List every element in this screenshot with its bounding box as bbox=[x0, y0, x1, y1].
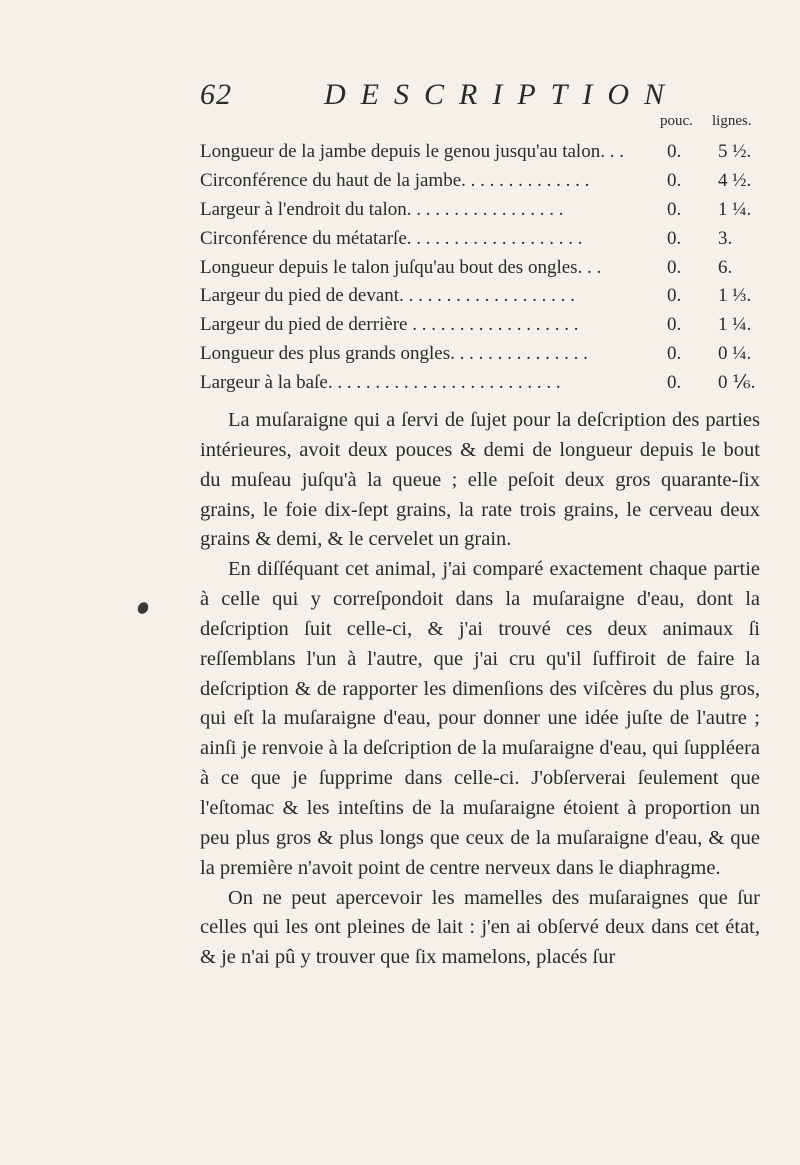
measurement-row bbox=[200, 254, 780, 283]
measurement-row bbox=[200, 282, 780, 311]
measurement-pouces: 0. bbox=[667, 198, 682, 220]
paragraph: La muſaraigne qui a ſervi de ſujet pour la deſcription des parties intérieures, avoit deux pouces & demi de longueur depuis le bout du muſeau juſqu'à la queue ; elle peſoit deux gros quarante-ſix grains, le foie dix-ſept grains, la rate trois grains, le cerveau deux grains & demi, & le cervelet un grain. bbox=[200, 409, 760, 551]
measurement-lignes: 5 ½. bbox=[718, 141, 752, 162]
measurement-label: Circonférence du haut de la jambe. . . . . . . . . . . . . . bbox=[200, 169, 590, 191]
measurement-pouces: 0. bbox=[667, 227, 682, 249]
measurement-table bbox=[200, 138, 780, 398]
measurement-lignes: 1 ¼. bbox=[718, 314, 752, 336]
column-head-lignes: lignes. bbox=[712, 113, 752, 129]
measurement-lignes: 1 ⅓. bbox=[718, 285, 752, 307]
measurement-row bbox=[200, 340, 780, 369]
measurement-row bbox=[200, 167, 780, 196]
body-text bbox=[200, 406, 760, 973]
measurement-pouces: 0. bbox=[667, 141, 682, 162]
page-number: 62 bbox=[200, 78, 232, 111]
measurement-label: Largeur à la baſe. . . . . . . . . . . . . . . . . . . . . . . . . bbox=[200, 372, 561, 394]
measurement-lignes: 0 ¼. bbox=[718, 343, 752, 365]
measurement-row bbox=[200, 369, 780, 398]
measurement-label: Circonférence du métatarſe. . . . . . . . . . . . . . . . . . . bbox=[200, 227, 583, 249]
measurement-label: Longueur depuis le talon juſqu'au bout des ongles. . . bbox=[200, 256, 602, 278]
measurement-row bbox=[200, 225, 780, 254]
measurement-lignes: 0 ⅙. bbox=[718, 372, 756, 394]
measurement-label: Longueur de la jambe depuis le genou jusqu'au talon. . . bbox=[200, 141, 624, 162]
measurement-row bbox=[200, 196, 780, 225]
measurement-pouces: 0. bbox=[667, 343, 682, 365]
measurement-lignes: 4 ½. bbox=[718, 169, 752, 191]
running-title: DESCRIPTION bbox=[324, 78, 679, 111]
column-head-pouces: pouc. bbox=[660, 113, 693, 129]
paragraph: On ne peut apercevoir les mamelles des muſaraignes que ſur celles qui les ont pleines de lait : j'en ai obſervé deux dans cet état, & je n'ai pû y trouver que ſix mamelons, placés ſur bbox=[200, 886, 760, 969]
measurement-column-heads bbox=[660, 113, 780, 135]
measurement-label: Largeur du pied de derrière . . . . . . . . . . . . . . . . . . bbox=[200, 314, 579, 336]
measurement-label: Longueur des plus grands ongles. . . . . . . . . . . . . . . bbox=[200, 343, 588, 365]
measurement-row bbox=[200, 311, 780, 340]
measurement-row bbox=[200, 138, 780, 167]
paragraph: En diſſéquant cet animal, j'ai comparé exactement chaque partie à celle qui y correſpondoit dans la muſaraigne d'eau, dont la deſcription ſuit celle-ci, & j'ai trouvé ces deux animaux ſi reſſemblans l'un à l'autre, que j'ai cru qu'il ſuffiroit de faire la deſcription & de rapporter les dimenſions des viſcères du plus gros, qui eſt la muſaraigne d'eau, pour donner une idée juſte de l'autre ; ainſi je renvoie à la deſcription de la muſaraigne d'eau, qui ſuppléera à ce que je ſupprime dans celle-ci. J'obſerverai ſeulement que l'eſtomac & les inteſtins de la muſaraigne étoient à proportion un peu plus gros & plus longs que ceux de la muſaraigne d'eau, & que la première n'avoit point de centre nerveux dans le diaphragme. bbox=[200, 558, 760, 879]
measurement-pouces: 0. bbox=[667, 314, 682, 336]
measurement-pouces: 0. bbox=[667, 169, 682, 191]
measurement-lignes: 1 ¼. bbox=[718, 198, 752, 220]
page-header bbox=[200, 78, 760, 118]
measurement-pouces: 0. bbox=[667, 372, 682, 394]
measurement-label: Largeur à l'endroit du talon. . . . . . . . . . . . . . . . . bbox=[200, 198, 564, 220]
measurement-label: Largeur du pied de devant. . . . . . . . . . . . . . . . . . . bbox=[200, 285, 575, 307]
ink-spot bbox=[136, 600, 151, 615]
measurement-lignes: 6. bbox=[718, 256, 733, 278]
measurement-lignes: 3. bbox=[718, 227, 733, 249]
measurement-pouces: 0. bbox=[667, 256, 682, 278]
measurement-pouces: 0. bbox=[667, 285, 682, 307]
